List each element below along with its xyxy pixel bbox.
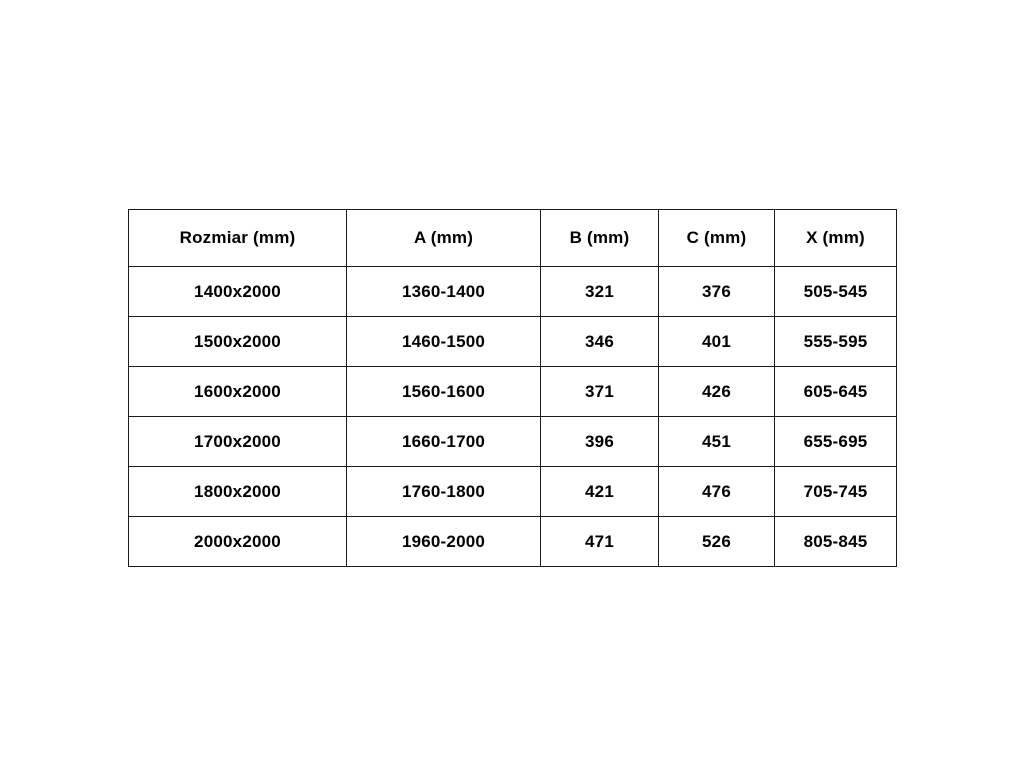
table-row <box>129 517 897 567</box>
cell-c: 376 <box>659 267 775 317</box>
cell-size: 2000x2000 <box>129 517 347 567</box>
column-header-x: X (mm) <box>775 210 897 267</box>
cell-b: 421 <box>541 467 659 517</box>
cell-b: 346 <box>541 317 659 367</box>
dimensions-table <box>128 209 897 567</box>
cell-a: 1460-1500 <box>347 317 541 367</box>
cell-c: 526 <box>659 517 775 567</box>
column-header-c: C (mm) <box>659 210 775 267</box>
cell-x: 705-745 <box>775 467 897 517</box>
cell-size: 1400x2000 <box>129 267 347 317</box>
cell-x: 505-545 <box>775 267 897 317</box>
cell-c: 476 <box>659 467 775 517</box>
cell-x: 605-645 <box>775 367 897 417</box>
table-header-row <box>129 210 897 267</box>
cell-b: 471 <box>541 517 659 567</box>
cell-a: 1660-1700 <box>347 417 541 467</box>
cell-b: 371 <box>541 367 659 417</box>
cell-a: 1360-1400 <box>347 267 541 317</box>
table-row <box>129 417 897 467</box>
cell-x: 655-695 <box>775 417 897 467</box>
cell-c: 401 <box>659 317 775 367</box>
cell-size: 1700x2000 <box>129 417 347 467</box>
cell-size: 1800x2000 <box>129 467 347 517</box>
table-row <box>129 367 897 417</box>
table-row <box>129 317 897 367</box>
column-header-a: A (mm) <box>347 210 541 267</box>
cell-size: 1500x2000 <box>129 317 347 367</box>
size-table-container <box>128 209 896 567</box>
cell-a: 1960-2000 <box>347 517 541 567</box>
table-body <box>129 267 897 567</box>
cell-x: 805-845 <box>775 517 897 567</box>
cell-a: 1560-1600 <box>347 367 541 417</box>
table-header <box>129 210 897 267</box>
table-row <box>129 267 897 317</box>
cell-x: 555-595 <box>775 317 897 367</box>
table-row <box>129 467 897 517</box>
cell-b: 396 <box>541 417 659 467</box>
cell-c: 451 <box>659 417 775 467</box>
column-header-b: B (mm) <box>541 210 659 267</box>
cell-a: 1760-1800 <box>347 467 541 517</box>
cell-b: 321 <box>541 267 659 317</box>
cell-c: 426 <box>659 367 775 417</box>
column-header-rozmiar: Rozmiar (mm) <box>129 210 347 267</box>
cell-size: 1600x2000 <box>129 367 347 417</box>
